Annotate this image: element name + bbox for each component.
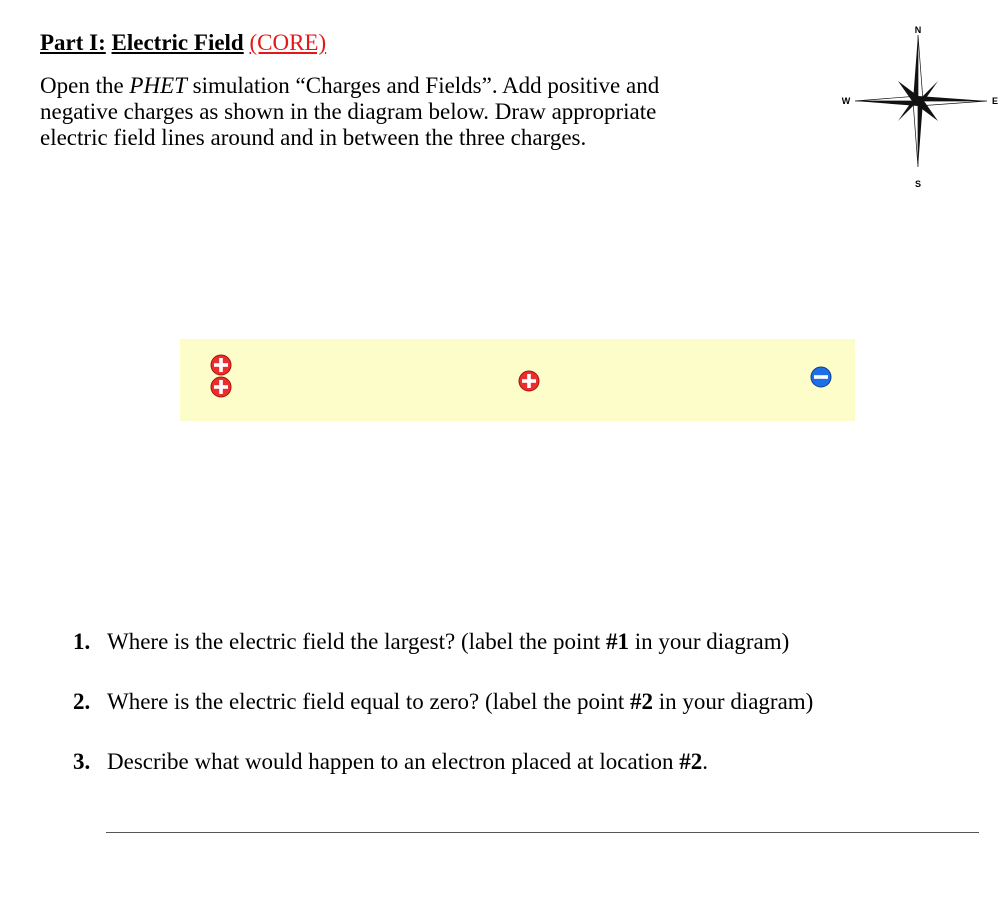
heading-core-tag: (CORE) bbox=[249, 30, 327, 55]
phet-name: PHET bbox=[129, 73, 187, 98]
question-number: 1. bbox=[73, 629, 91, 654]
question-number: 2. bbox=[73, 689, 91, 714]
question-item bbox=[73, 749, 813, 809]
instructions-paragraph bbox=[40, 73, 760, 151]
compass-rose-icon bbox=[838, 22, 1003, 192]
negative-charge-icon bbox=[810, 366, 832, 388]
positive-charge-icon bbox=[210, 354, 232, 376]
question-number: 3. bbox=[73, 749, 91, 774]
question-item bbox=[73, 629, 813, 689]
compass-north-label: N bbox=[914, 25, 922, 35]
compass-west-label: W bbox=[841, 96, 851, 106]
instructions-line-1: Open the PHET simulation “Charges and Fields”. Add positive and bbox=[40, 73, 660, 98]
instructions-line-2: negative charges as shown in the diagram below. Draw appropriate bbox=[40, 99, 657, 124]
question-item bbox=[73, 689, 813, 749]
question-text: Where is the electric field the largest? (label the point #1 in your diagram) bbox=[107, 629, 790, 654]
compass-south-label: S bbox=[914, 179, 922, 189]
section-heading bbox=[40, 30, 326, 56]
instructions-line-3: electric field lines around and in between the three charges. bbox=[40, 125, 587, 150]
question-text: Describe what would happen to an electron placed at location #2. bbox=[107, 749, 708, 774]
heading-part: Part I: bbox=[40, 30, 106, 55]
heading-title: Electric Field bbox=[111, 30, 244, 55]
positive-charge-icon bbox=[518, 370, 540, 392]
question-list bbox=[73, 629, 813, 809]
compass-east-label: E bbox=[991, 96, 999, 106]
positive-charge-icon bbox=[210, 376, 232, 398]
compass-arms bbox=[855, 35, 987, 167]
answer-line bbox=[106, 832, 979, 833]
question-text: Where is the electric field equal to zero? (label the point #2 in your diagram) bbox=[107, 689, 814, 714]
charges-diagram-panel bbox=[180, 339, 855, 421]
